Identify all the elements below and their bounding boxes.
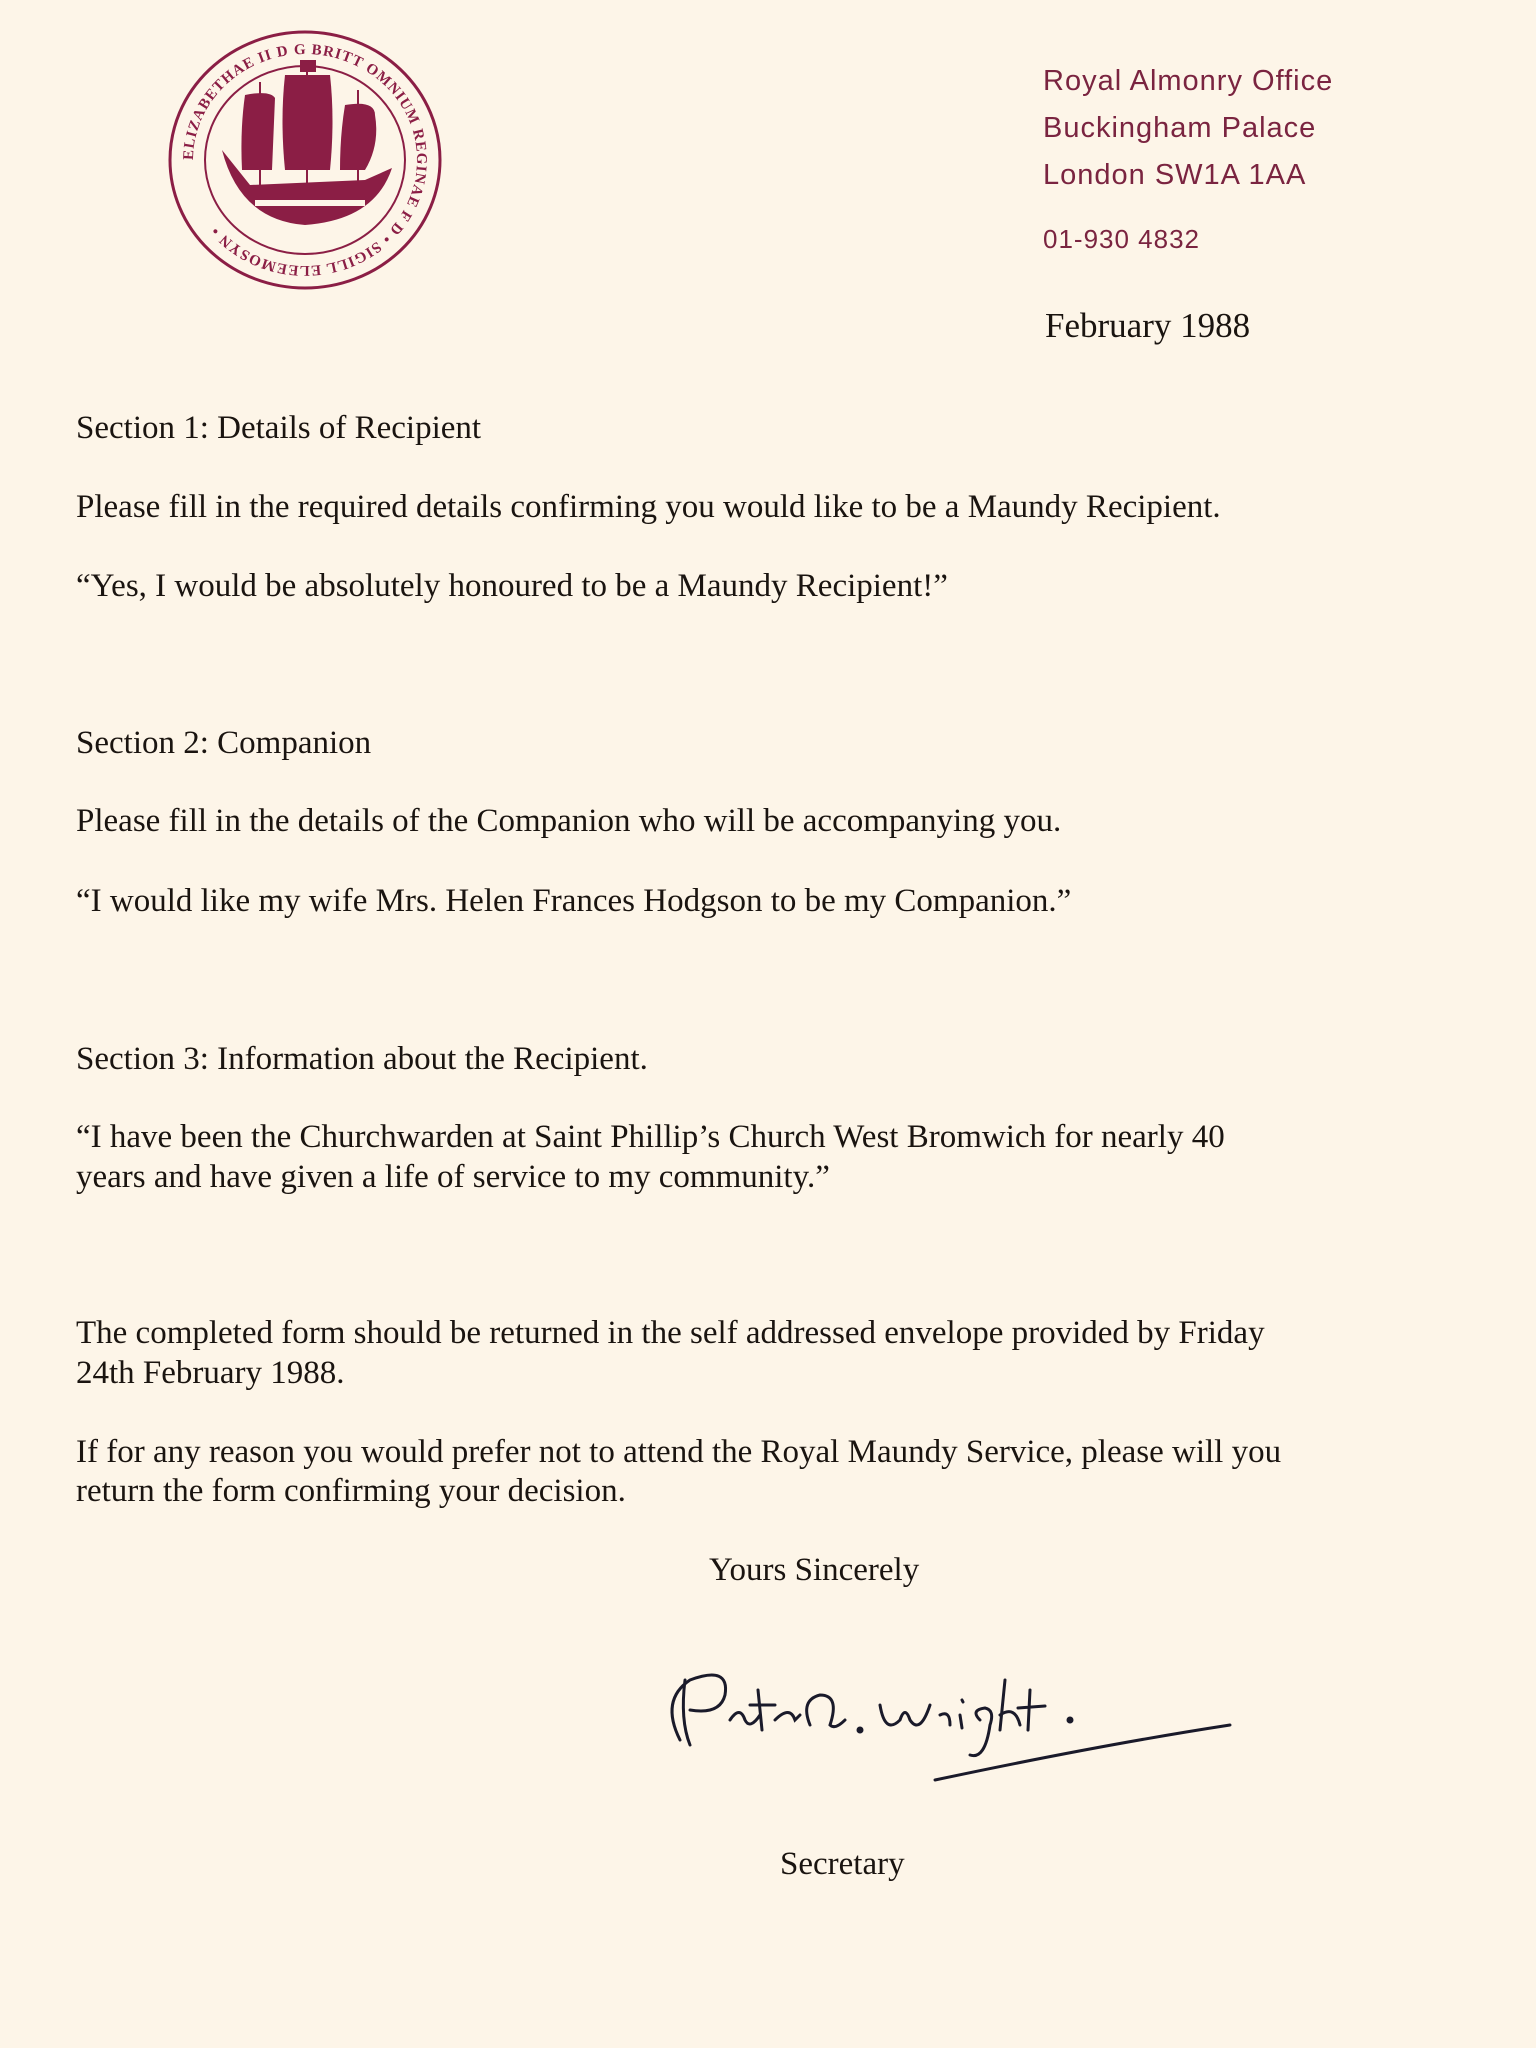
return-instruction-line-1: The completed form should be returned in the self addressed envelope provided by Friday: [76, 1315, 1265, 1351]
seal-legend: ELIZABETHAE II D G BRITT OMNIUM REGINAE F D • SIGILL ELEEMOSYN •: [180, 41, 430, 279]
signatory-title: Secretary: [780, 1846, 905, 1882]
section-1-instruction: Please fill in the required details confirming you would like to be a Maundy Recipient.: [76, 489, 1221, 525]
section-2-response: “I would like my wife Mrs. Helen Frances Hodgson to be my Companion.”: [76, 883, 1072, 919]
section-1-response: “Yes, I would be absolutely honoured to be a Maundy Recipient!”: [76, 568, 948, 604]
section-2-heading: Section 2: Companion: [76, 725, 372, 761]
letterhead-phone: 01-930 4832: [1043, 224, 1201, 254]
decline-instruction-line-1: If for any reason you would prefer not to attend the Royal Maundy Service, please will you: [76, 1434, 1282, 1470]
section-2-instruction: Please fill in the details of the Companion who will be accompanying you.: [76, 803, 1062, 839]
royal-almonry-seal-logo: [160, 20, 450, 300]
valediction: Yours Sincerely: [709, 1552, 920, 1588]
letterhead-office: Royal Almonry Office: [1043, 65, 1334, 97]
letterhead-city: London SW1A 1AA: [1043, 159, 1307, 191]
handwritten-signature: [650, 1620, 1250, 1790]
decline-instruction-line-2: return the form confirming your decision.: [76, 1473, 626, 1509]
return-instruction-line-2: 24th February 1988.: [76, 1355, 345, 1391]
letter-date: February 1988: [1045, 306, 1251, 345]
section-1-heading: Section 1: Details of Recipient: [76, 410, 482, 446]
section-3-heading: Section 3: Information about the Recipient.: [76, 1041, 648, 1077]
letterhead-building: Buckingham Palace: [1043, 112, 1317, 144]
section-3-response-line-2: years and have given a life of service to my community.”: [76, 1159, 830, 1195]
section-3-response-line-1: “I have been the Churchwarden at Saint Phillip’s Church West Bromwich for nearly 40: [76, 1119, 1225, 1155]
